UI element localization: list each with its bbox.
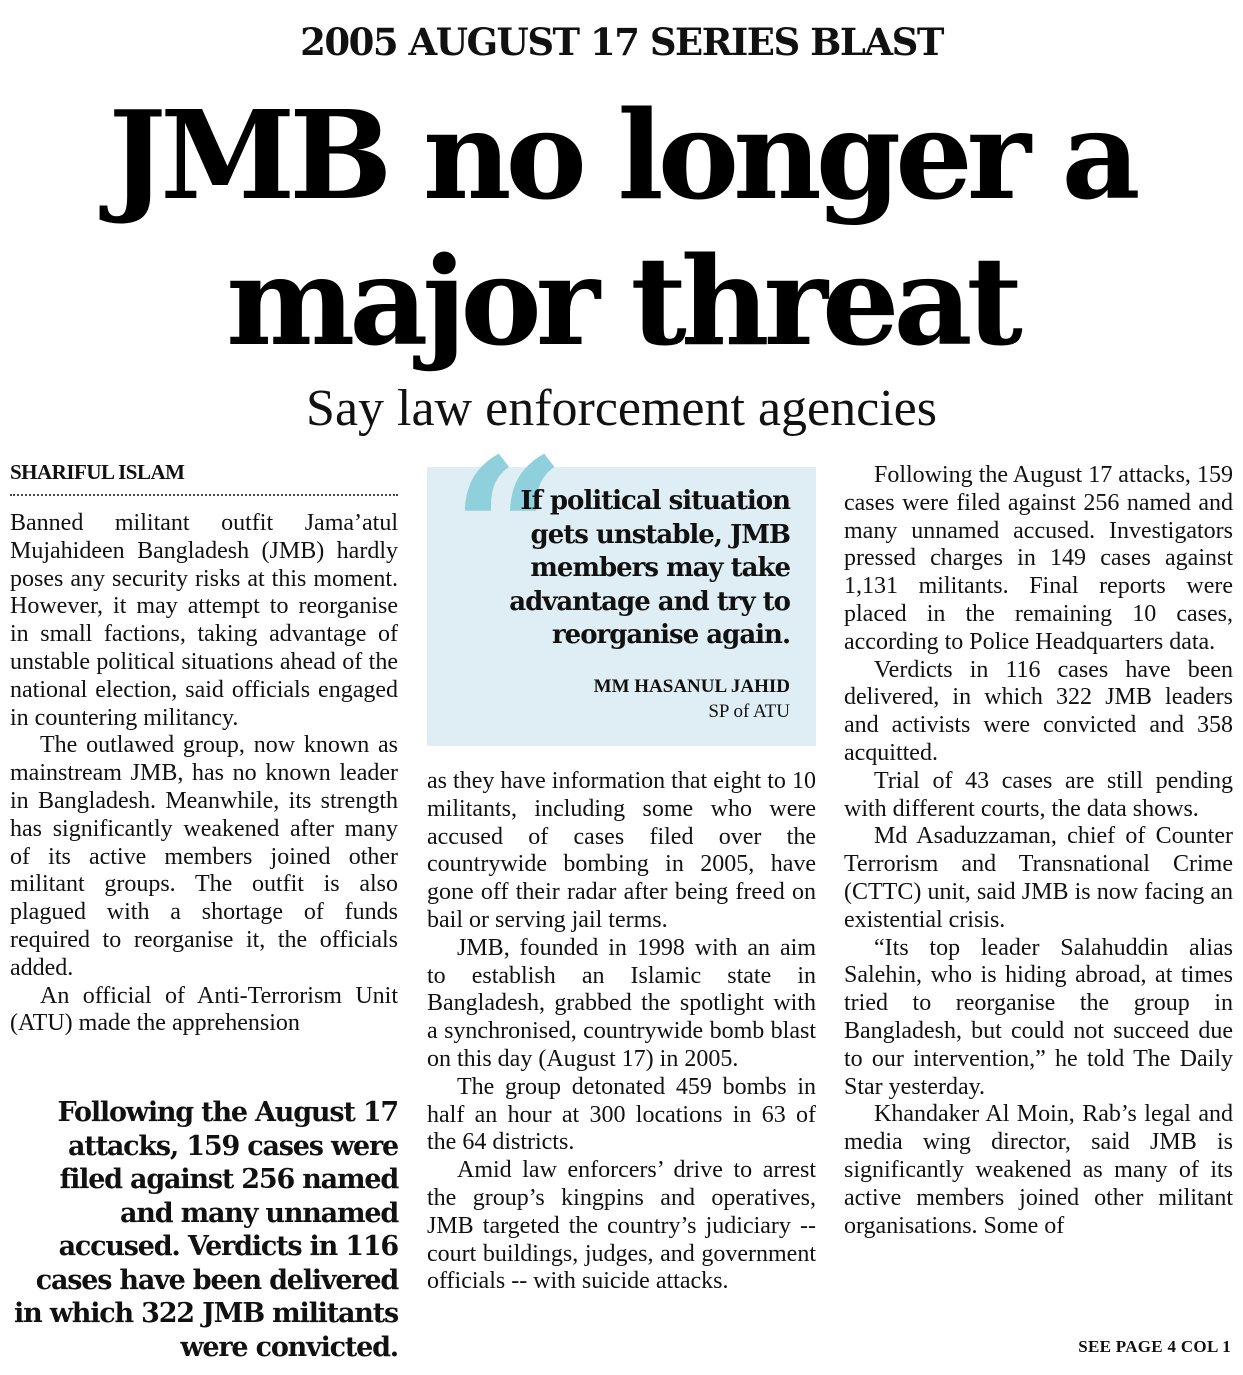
column-3	[844, 462, 1233, 1240]
byline-divider	[10, 494, 398, 496]
paragraph: Amid law enforcers’ drive to arrest the group’s kingpins and operatives, JMB targeted the country’s judiciary -- court buildings, judges, and government officials -- with suicide attacks.	[427, 1157, 816, 1295]
quote-attribution-role: SP of ATU	[708, 701, 790, 722]
jump-line: SEE PAGE 4 COL 1	[1078, 1337, 1231, 1356]
paragraph: An official of Anti-Terrorism Unit (ATU) made the apprehension	[10, 982, 398, 1037]
pull-quote: Following the August 17 attacks, 159 cases were filed against 256 named and many unnamed accused. Verdicts in 116 cases have been delivered in which 322 JMB militants were convicted.	[14, 1097, 398, 1363]
paragraph: Md Asaduzzaman, chief of Counter Terrorism and Transnational Crime (CTTC) unit, said JMB is now facing an existential crisis.	[844, 823, 1233, 933]
quote-box	[427, 415, 816, 746]
paragraph: Following the August 17 attacks, 159 cases were filed against 256 named and many unnamed accused. Investigators pressed charges in 149 cases against 1,131 militants. Final reports were placed in the remaining 10 cases, according to Police Headquarters data.	[844, 462, 1233, 655]
headline-line-1: JMB no longer a	[108, 83, 1135, 227]
paragraph: Trial of 43 cases are still pending with different courts, the data shows.	[844, 767, 1233, 822]
paragraph: JMB, founded in 1998 with an aim to establish an Islamic state in Bangladesh, grabbed the spotlight with a synchronised, countrywide bomb blast on this day (August 17) in 2005.	[427, 934, 816, 1072]
column-1	[10, 510, 398, 1038]
article-kicker: 2005 AUGUST 17 SERIES BLAST	[300, 20, 943, 64]
article-headline	[0, 82, 1243, 374]
quote-attribution-name: MM HASANUL JAHID	[593, 676, 790, 697]
paragraph: Khandaker Al Moin, Rab’s legal and media wing director, said JMB is significantly weakened as many of its active members joined other militant organisations. Some of	[844, 1101, 1233, 1239]
paragraph: as they have information that eight to 10 militants, including some who were accused of cases filed over the countrywide bombing in 2005, have gone off their radar after being freed on bail or serving jail terms.	[427, 768, 816, 933]
paragraph: “Its top leader Salahuddin alias Salehin, who is hiding abroad, at times tried to reorganise the group in Bangladesh, but could not succeed due to our intervention,” he told The Daily Star yesterday.	[844, 934, 1233, 1100]
paragraph: The group detonated 459 bombs in half an hour at 300 locations in 63 of the 64 districts.	[427, 1073, 816, 1156]
paragraph: The outlawed group, now known as mainstream JMB, has no known leader in Bangladesh. Meanwhile, its strength has significantly weakened after many of its active members joined other militant groups. The outfit is also plagued with a shortage of funds required to reorganise it, the officials added.	[10, 732, 398, 981]
paragraph: Verdicts in 116 cases have been delivered, in which 322 JMB leaders and activists were convicted and 358 acquitted.	[844, 656, 1233, 766]
quote-text: If political situation gets unstable, JMB members may take advantage and try to reorganise again.	[509, 486, 790, 650]
article-deck: Say law enforcement agencies	[306, 380, 937, 437]
column-2	[427, 768, 816, 1296]
paragraph: Banned militant outfit Jama’atul Mujahideen Bangladesh (JMB) hardly poses any security risks at this moment. However, it may attempt to reorganise in small factions, taking advantage of unstable political situations ahead of the national election, said officials engaged in countering militancy.	[10, 510, 398, 731]
headline-line-2: major threat	[226, 229, 1017, 373]
byline: SHARIFUL ISLAM	[10, 460, 185, 484]
quote-mark-icon: “	[451, 415, 567, 650]
